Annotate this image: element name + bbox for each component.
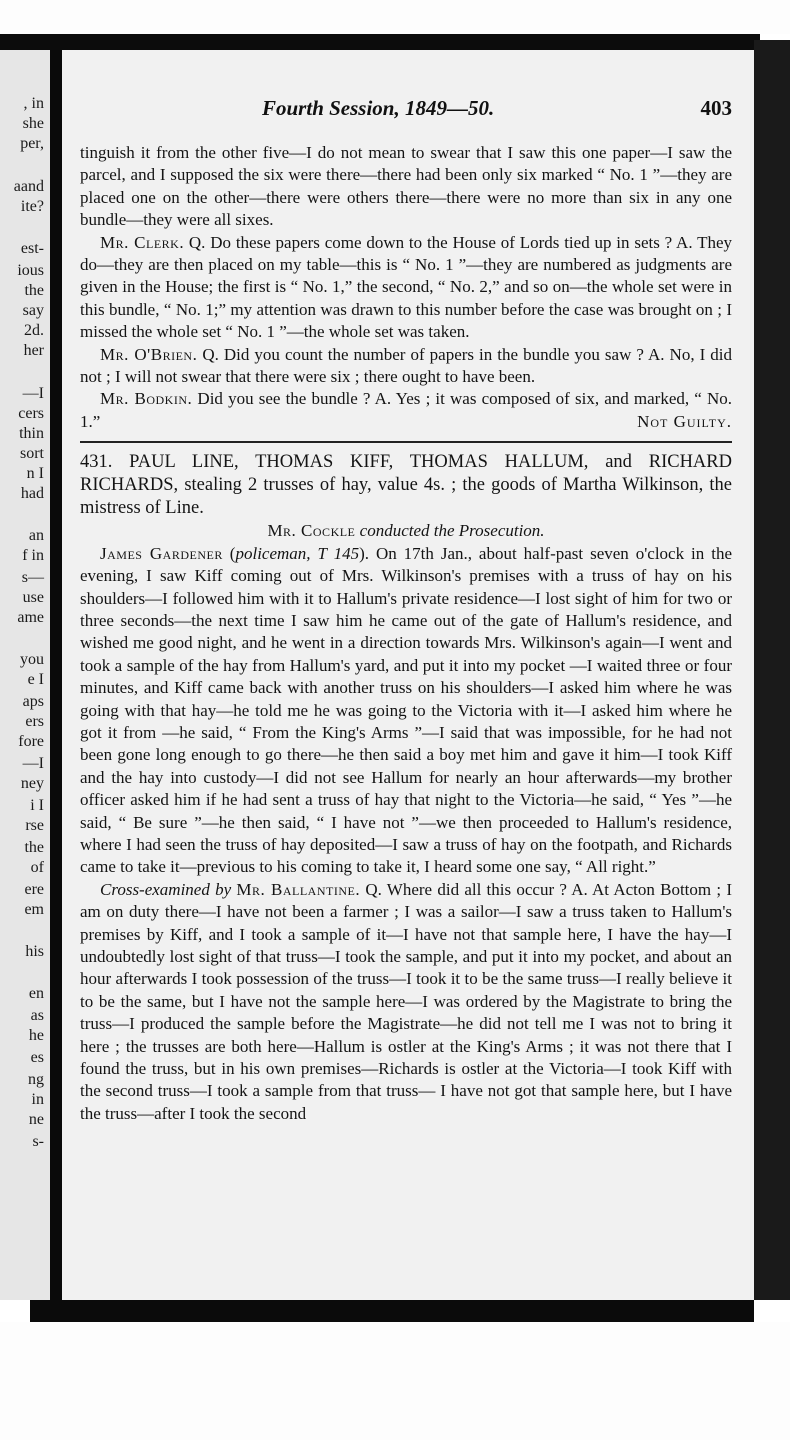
book-edge-top bbox=[0, 34, 760, 50]
left-margin-fragment: use bbox=[22, 589, 44, 606]
left-margin-fragment: per, bbox=[20, 135, 44, 152]
left-margin-fragment: f in bbox=[22, 547, 44, 564]
case-divider bbox=[80, 441, 732, 443]
left-margin-fragment: her bbox=[23, 342, 44, 359]
clerk-question bbox=[80, 232, 732, 344]
cross-text: Q. Where did all this occur ? A. At Acton Bottom ; I am on duty there—I have not been a farmer ; I was a sailor—I saw a truss taken to Hallum's premises by Kiff, and I took a sample of it—I have not that sample here, I have the hay—I undoubtedly lost sight of that truss—I took the sample, and put it into my pocket, and about an hour afterwards I took possession of the truss—I took it to be the same truss—I really believe it to be the same, but I have not the sample here—I was ordered by the Magistrate to bring the truss—I produced the sample before the Magistrate—he did not tell me I was not to bring it here ; the trusses are both here—Hallum is ostler at the King's Arms ; it was not there that I found the truss, but in his own premises—Richards is ostler at the Victoria—I took Kiff with the second truss—I took a sample from that truss— I have not got that sample here, but I have the truss—after I took the second bbox=[80, 879, 733, 1123]
left-margin-fragment: fore bbox=[18, 733, 44, 750]
left-margin-fragment: em bbox=[24, 901, 44, 918]
cross-examiner: Mr. Ballantine. bbox=[236, 879, 361, 899]
page-header bbox=[62, 96, 754, 126]
prev-case-paragraph: tinguish it from the other five—I do not mean to swear that I saw this one paper—I saw the parcel, and I supposed the six were there—there had been only six marked “ No. 1 ”—they are placed one on the other—there were others there—there were no more than six in any one bundle—they were all sixes. bbox=[80, 143, 732, 230]
left-margin-fragment: sort bbox=[20, 445, 44, 462]
verdict: Not Guilty. bbox=[637, 411, 732, 431]
speaker-name: Mr. Clerk. bbox=[100, 232, 185, 252]
left-margin-fragment: aand bbox=[13, 178, 44, 195]
left-margin-fragment: est- bbox=[20, 240, 44, 257]
speaker-name: Mr. O'Brien. bbox=[100, 344, 198, 364]
left-margin-fragment: —I bbox=[22, 755, 44, 772]
testimony-text: On 17th Jan., about half-past seven o'clock in the evening, I saw Kiff coming out of Mrs. Wilkinson's premises with a truss of hay on his shoulders—I followed him with it to Hallum's private residence—I lost sight of him for two or three seconds—the next time I saw him he came out of the gate of Hallum's residence, and wished me good night, and he went in a direction towards Mrs. Wilkinson's again—I went and took a sample of the hay from Hallum's yard, and put it into my pocket —I waited three or four minutes, and Kiff came back with another truss on his shoulders—I asked him where he was going with that hay—he told me he was going to the Victoria with it—I asked him where he got it from —he said, “ From the King's Arms ”—I said that was impossible, for he had not been gone long enough to go there—he then said a boy met him and gave it him—I took Kiff and the hay into custody—I did not see Hallum for nearly an hour afterwards—my brother officer asked him if he had sent a truss of hay that night to the Victoria—he said, “ Yes ”—he said, “ Be sure ”—he then said, “ I have not ”—we then proceeded to Hallum's residence, where I had seen the truss of hay deposited—I saw a truss of hay on the footpath, and Richards came to take it—previous to his coming to take it, I heard some one say, “ All right.” bbox=[80, 543, 732, 877]
cross-label: Cross-examined by bbox=[100, 879, 232, 899]
left-margin-fragment: —I bbox=[22, 385, 44, 402]
left-margin-fragment: ite? bbox=[20, 198, 44, 215]
left-margin-fragment: ng bbox=[28, 1071, 44, 1088]
left-margin-fragment: of bbox=[30, 859, 44, 876]
left-margin-fragment: ere bbox=[24, 881, 44, 898]
cross-examination bbox=[80, 879, 732, 1125]
case-heading: 431. PAUL LINE, THOMAS KIFF, THOMAS HALLUM, and RICHARD RICHARDS, stealing 2 trusses of hay, value 4s. ; the goods of Martha Wilkinson, the mistress of Line. bbox=[80, 452, 732, 519]
left-margin-fragment: she bbox=[22, 115, 44, 132]
page-body bbox=[80, 142, 732, 1125]
left-margin-fragment: had bbox=[20, 485, 44, 502]
obrien-question bbox=[80, 344, 732, 389]
left-margin-fragment: ame bbox=[17, 609, 44, 626]
left-margin-fragment: es bbox=[30, 1049, 44, 1066]
left-margin-fragment: thin bbox=[19, 425, 44, 442]
prosecutor-name: Mr. Cockle bbox=[267, 521, 356, 541]
prosecution-line bbox=[80, 520, 732, 542]
left-margin-fragment: 2d. bbox=[24, 322, 44, 339]
page-number: 403 bbox=[700, 96, 732, 120]
left-margin-fragment: i I bbox=[30, 797, 44, 814]
left-margin-fragment: you bbox=[20, 651, 44, 668]
left-margin-fragment: the bbox=[24, 282, 44, 299]
bodkin-text: Did you see the bundle ? A. Yes ; it was composed of six, and marked, “ No. 1.” bbox=[80, 389, 732, 431]
left-margin-fragment: rse bbox=[25, 817, 44, 834]
left-margin-fragment: ney bbox=[20, 775, 44, 792]
speaker-name: Mr. Bodkin. bbox=[100, 389, 193, 409]
left-margin-fragment: aps bbox=[22, 693, 44, 710]
scan-bottom-margin bbox=[0, 1322, 790, 1440]
obrien-text: Q. Did you count the number of papers in the bundle you saw ? A. No, I did not ; I will not swear that there were six ; there ought to have been. bbox=[80, 344, 733, 387]
clerk-text: Q. Do these papers come down to the House of Lords tied up in sets ? A. They do—they are then placed on my table—this is “ No. 1 ”—they are numbered as judgments are given in the House; the first is “ No. 1,” the second, “ No. 2,” and so on—the whole set were in this bundle, “ No. 1;” my attention was drawn to this number before the case was brought on ; I missed the whole set “ No. 1 ”—the whole set was taken. bbox=[80, 232, 732, 342]
book-edge-right bbox=[754, 40, 790, 1300]
witness-name: James Gardener bbox=[100, 543, 223, 563]
left-page-edge bbox=[0, 50, 62, 1300]
left-margin-fragment: n I bbox=[26, 465, 44, 482]
bodkin-question bbox=[80, 388, 732, 433]
left-margin-fragment: , in bbox=[23, 95, 44, 112]
book-edge-bottom bbox=[30, 1300, 754, 1322]
left-margin-fragment: s— bbox=[21, 569, 44, 586]
left-margin-fragment: he bbox=[28, 1027, 44, 1044]
left-margin-fragment: his bbox=[25, 943, 44, 960]
running-head: Fourth Session, 1849—50. bbox=[262, 96, 495, 120]
prosecution-text: conducted the Prosecution. bbox=[359, 521, 545, 541]
left-margin-fragment: the bbox=[24, 839, 44, 856]
book-page bbox=[62, 50, 754, 1300]
left-margin-fragment: ious bbox=[17, 262, 44, 279]
witness-testimony: James Gardener (policeman, T 145). On 17th Jan., about half-past seven o'clock in the evening, I saw Kiff coming out of Mrs. Wilkinson's premises with a truss of hay on his shoulders—I followed him with it to Hallum's private residence—I lost sight of him for two or three seconds—the next time I saw him he came out of the gate of Hallum's residence, and wished me good night, and he went in a direction towards Mrs. Wilkinson's again—I went and took a sample of the hay from Hallum's yard, and put it into my pocket —I waited three or four minutes, and Kiff came back with another truss on his shoulders—I asked him where he was going with that hay—he told me he was going to the Victoria with it—I asked him where he got it from —he said, “ From the King's Arms ”—I said that was impossible, for he had not been gone long enough to go there—he then said a boy met him and gave it him—I took Kiff and the hay into custody—I did not see Hallum for nearly an hour afterwards—my brother officer asked him if he had sent a truss of hay that night to the Victoria—he said, “ Yes ”—he said, “ Be sure ”—he then said, “ I have not ”—we then proceeded to Hallum's residence, where I had seen the truss of hay deposited—I saw a truss of hay on the footpath, and Richards came to take it—previous to his coming to take it, I heard some one say, “ All right.” bbox=[80, 543, 732, 877]
left-margin-fragment: en bbox=[28, 985, 44, 1002]
scan-top-margin bbox=[0, 0, 790, 34]
witness-role: policeman, T 145 bbox=[235, 543, 360, 563]
left-margin-fragment: say bbox=[22, 302, 44, 319]
left-margin-fragment: ne bbox=[28, 1111, 44, 1128]
left-margin-fragment: as bbox=[30, 1007, 44, 1024]
left-margin-fragment: in bbox=[31, 1091, 44, 1108]
left-margin-fragment: ers bbox=[25, 713, 44, 730]
left-margin-fragment: cers bbox=[18, 405, 44, 422]
left-margin-fragment: s- bbox=[32, 1133, 44, 1150]
left-margin-fragment: e I bbox=[27, 671, 44, 688]
left-margin-fragment: an bbox=[28, 527, 44, 544]
